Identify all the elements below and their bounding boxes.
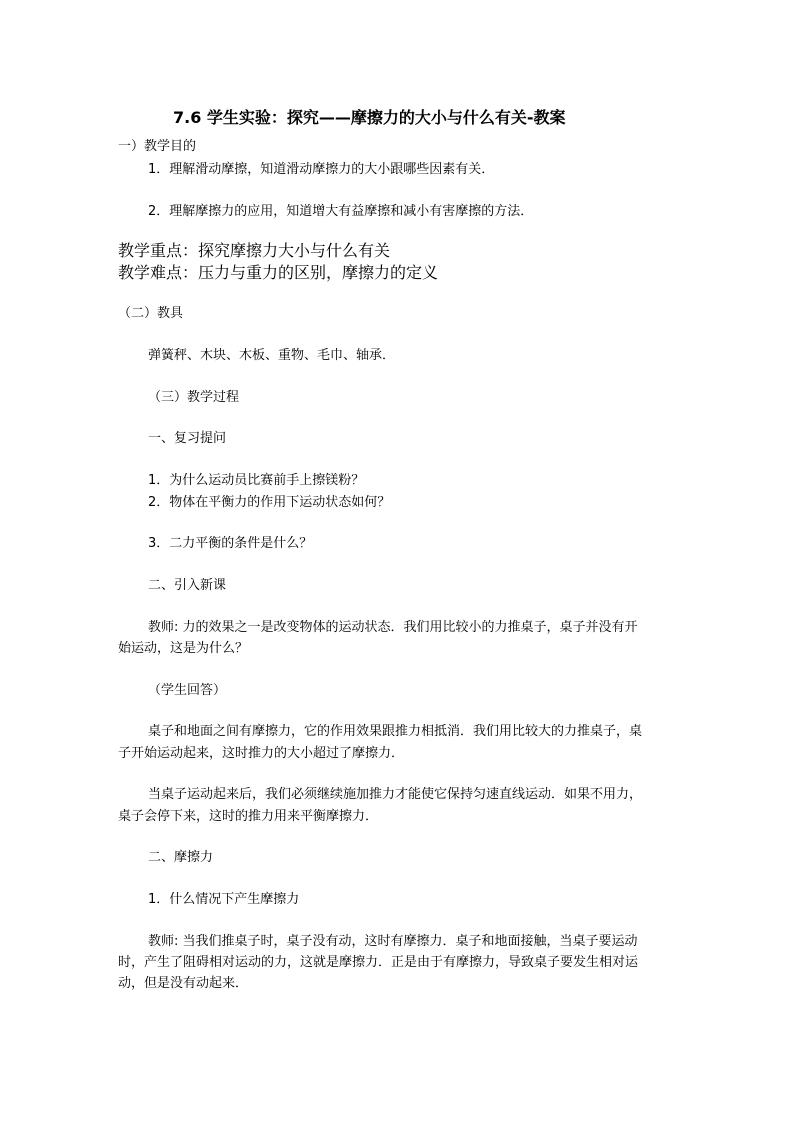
section-1-heading: 一）教学目的 [118,139,197,154]
friction-paragraph-line-3: 动，但是没有动起来． [118,976,249,991]
section-2-heading: （二）教具 [118,306,184,321]
intro-paragraph-3-line-1: 当桌子运动起来后，我们必须继续施加推力才能使它保持匀速直线运动．如果不用力， [148,787,643,802]
intro-paragraph-3-line-2: 桌子会停下来，这时的推力用来平衡摩擦力． [118,809,379,824]
difficulty: 教学难点：压力与重力的区别，摩擦力的定义 [118,263,439,282]
friction-paragraph-line-2: 时，产生了阻碍相对运动的力，这就是摩擦力．正是由于有摩擦力，导致桌子要发生相对运 [118,955,639,970]
friction-subheading-1: 1．什么情况下产生摩擦力 [148,892,300,907]
section-3-heading: （三）教学过程 [148,390,240,405]
key-point: 教学重点：探究摩擦力大小与什么有关 [118,241,391,260]
review-question-2: 2．物体在平衡力的作用下运动状态如何？ [148,495,391,510]
document-title: 7.6 学生实验：探究——摩擦力的大小与什么有关-教案 [173,108,566,127]
intro-heading: 二、引入新课 [148,578,227,593]
teaching-tools: 弹簧秤、木块、木板、重物、毛巾、轴承． [148,348,396,363]
intro-paragraph-1-line-1: 教师: 力的效果之一是改变物体的运动状态．我们用比较小的力推桌子，桌子并没有开 [148,620,638,635]
objective-2: 2．理解摩擦力的应用，知道增大有益摩擦和减小有害摩擦的方法． [148,204,534,219]
intro-paragraph-2-line-2: 子开始运动起来，这时推力的大小超过了摩擦力． [118,746,405,761]
intro-paragraph-1-line-2: 始运动，这是为什么？ [118,641,249,656]
objective-1: 1．理解滑动摩擦，知道滑动摩擦力的大小跟哪些因素有关． [148,162,495,177]
intro-paragraph-2-line-1: 桌子和地面之间有摩擦力，它的作用效果跟推力相抵消．我们用比较大的力推桌子，桌 [148,724,643,739]
student-answer: （学生回答） [148,683,227,698]
friction-heading: 二、摩擦力 [148,850,214,865]
review-question-1: 1．为什么运动员比赛前手上擦镁粉？ [148,473,365,488]
review-heading: 一、复习提问 [148,431,227,446]
review-question-3: 3．二力平衡的条件是什么？ [148,536,313,551]
friction-paragraph-line-1: 教师: 当我们推桌子时，桌子没有动，这时有摩擦力．桌子和地面接触，当桌子要运动 [148,934,638,949]
